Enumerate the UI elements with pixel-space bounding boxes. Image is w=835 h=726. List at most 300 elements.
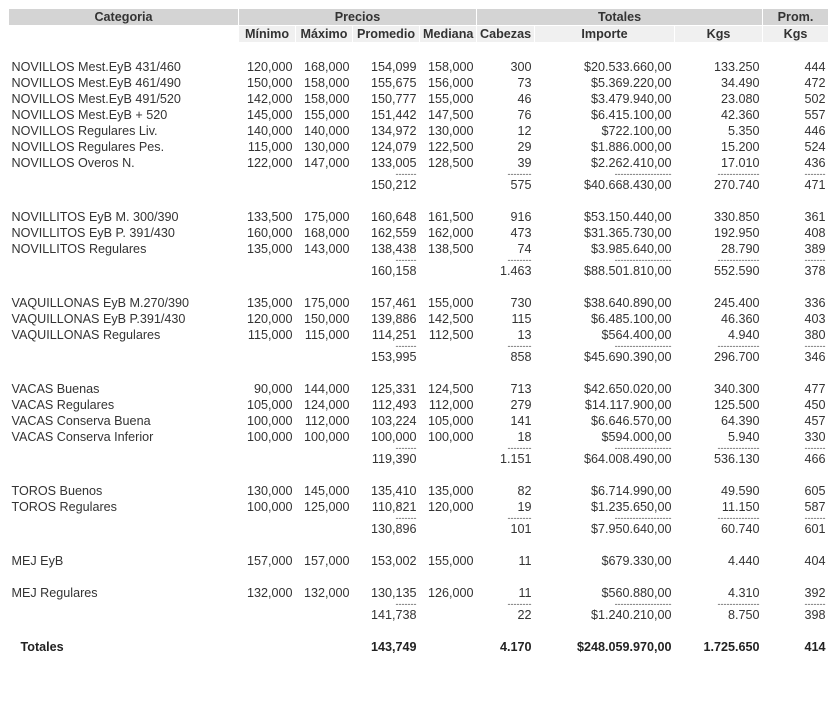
cabezas-cell: 11 <box>518 586 532 600</box>
category-cell: NOVILLOS Mest.EyB 461/490 <box>11 76 181 90</box>
maximo-cell: 130,000 <box>303 140 350 154</box>
blank-cell <box>420 451 477 467</box>
cabezas-subtotal: 1.463 <box>500 264 532 278</box>
separator-dashes: -------- <box>507 343 532 349</box>
separator-dashes: -------------- <box>717 171 760 177</box>
prom-kgs-cell: 444 <box>804 60 826 74</box>
minimo-cell: 100,000 <box>246 500 293 514</box>
subtotal-row <box>9 521 829 537</box>
cabezas-subtotal: 575 <box>510 178 532 192</box>
subtotal-row <box>9 607 829 623</box>
cabezas-cell: 12 <box>517 124 532 138</box>
category-cell: NOVILLOS Mest.EyB + 520 <box>11 108 168 122</box>
spacer-row <box>9 43 829 60</box>
separator-dashes: -------------- <box>717 445 760 451</box>
promedio-cell: 103,224 <box>370 414 417 428</box>
promedio-cell: 160,648 <box>370 210 417 224</box>
importe-cell: $20.533.660,00 <box>583 60 672 74</box>
mediana-cell: 130,000 <box>427 124 474 138</box>
kgs-cell: 330.850 <box>713 210 760 224</box>
cabezas-total: 4.170 <box>500 640 532 654</box>
prom-kgs-cell: 408 <box>804 226 826 240</box>
promedio-cell: 112,493 <box>371 398 417 412</box>
header-categoria: Categoria <box>9 9 239 26</box>
kgs-subtotal: 296.700 <box>713 350 760 364</box>
table-row <box>9 327 829 343</box>
kgs-cell: 17.010 <box>720 156 760 170</box>
cabezas-cell: 730 <box>510 296 532 310</box>
promedio-subtotal: 119,390 <box>371 452 417 466</box>
mediana-cell: 138,500 <box>427 242 474 256</box>
cabezas-cell: 19 <box>517 500 532 514</box>
maximo-cell: 175,000 <box>303 296 350 310</box>
maximo-cell: 100,000 <box>303 430 350 444</box>
separator-dashes: ------- <box>804 257 826 263</box>
minimo-cell: 115,000 <box>247 140 293 154</box>
importe-cell: $6.415.100,00 <box>590 108 672 122</box>
spacer-row <box>9 537 829 553</box>
prom-kgs-subtotal: 601 <box>804 522 826 536</box>
table-row <box>9 429 829 445</box>
table-row <box>9 225 829 241</box>
blank-cell <box>296 607 353 623</box>
cabezas-cell: 279 <box>510 398 532 412</box>
blank-cell <box>420 349 477 365</box>
blank-cell <box>239 639 296 655</box>
promedio-cell: 125,331 <box>370 382 417 396</box>
blank-cell <box>9 451 239 467</box>
promedio-cell: 162,559 <box>370 226 417 240</box>
header-importe: Importe <box>535 26 675 43</box>
minimo-cell: 130,000 <box>246 484 293 498</box>
promedio-cell: 150,777 <box>370 92 417 106</box>
importe-cell: $6.646.570,00 <box>590 414 672 428</box>
blank-cell <box>420 263 477 279</box>
prom-kgs-subtotal: 471 <box>804 178 826 192</box>
kgs-subtotal: 60.740 <box>720 522 760 536</box>
table-row <box>9 483 829 499</box>
mediana-cell: 112,500 <box>428 328 474 342</box>
maximo-cell: 158,000 <box>303 76 350 90</box>
kgs-cell: 4.310 <box>728 586 760 600</box>
prom-kgs-cell: 389 <box>804 242 826 256</box>
separator-dashes: -------- <box>507 445 532 451</box>
separator-dashes: -------------- <box>717 343 760 349</box>
maximo-cell: 168,000 <box>303 226 350 240</box>
cabezas-cell: 76 <box>517 108 532 122</box>
blank-cell <box>239 607 296 623</box>
mediana-cell: 128,500 <box>427 156 474 170</box>
kgs-subtotal: 552.590 <box>713 264 760 278</box>
mediana-cell: 147,500 <box>427 108 474 122</box>
importe-cell: $42.650.020,00 <box>583 382 672 396</box>
table-row <box>9 553 829 569</box>
separator-dashes: ------- <box>395 257 417 263</box>
promedio-cell: 155,675 <box>370 76 417 90</box>
kgs-cell: 4.940 <box>728 328 760 342</box>
spacer-row <box>9 623 829 639</box>
separator-dashes: ------- <box>395 343 417 349</box>
importe-cell: $38.640.890,00 <box>583 296 672 310</box>
spacer-cell <box>9 537 829 553</box>
cabezas-cell: 73 <box>517 76 532 90</box>
minimo-cell: 157,000 <box>246 554 293 568</box>
minimo-cell: 115,000 <box>247 328 293 342</box>
market-report <box>8 8 828 655</box>
maximo-cell: 145,000 <box>303 484 350 498</box>
prom-kgs-cell: 403 <box>804 312 826 326</box>
cabezas-cell: 74 <box>517 242 532 256</box>
cabezas-cell: 13 <box>517 328 532 342</box>
mediana-cell: 155,000 <box>427 554 474 568</box>
importe-cell: $3.479.940,00 <box>590 92 672 106</box>
prom-kgs-cell: 605 <box>804 484 826 498</box>
category-cell: VACAS Conserva Inferior <box>11 430 154 444</box>
kgs-subtotal: 270.740 <box>713 178 760 192</box>
category-cell: NOVILLOS Mest.EyB 491/520 <box>11 92 181 106</box>
prom-kgs-cell: 336 <box>804 296 826 310</box>
blank-cell <box>296 451 353 467</box>
prom-kgs-cell: 330 <box>804 430 826 444</box>
minimo-cell: 100,000 <box>246 430 293 444</box>
blank-cell <box>296 263 353 279</box>
minimo-cell: 90,000 <box>253 382 293 396</box>
separator-dashes: ------------------- <box>614 257 672 263</box>
importe-cell: $564.400,00 <box>601 328 672 342</box>
separator-dashes: ------- <box>804 171 826 177</box>
minimo-cell: 133,500 <box>246 210 293 224</box>
prom-kgs-subtotal: 398 <box>804 608 826 622</box>
table-row <box>9 381 829 397</box>
kgs-cell: 46.360 <box>720 312 760 326</box>
promedio-cell: 124,079 <box>370 140 417 154</box>
prom-kgs-cell: 524 <box>804 140 826 154</box>
separator-dashes: ------- <box>395 171 417 177</box>
table-row <box>9 91 829 107</box>
cabezas-cell: 82 <box>517 484 532 498</box>
minimo-cell: 160,000 <box>246 226 293 240</box>
header-prom-kgs: Kgs <box>763 26 829 43</box>
kgs-cell: 5.940 <box>728 430 760 444</box>
mediana-cell: 122,500 <box>427 140 474 154</box>
importe-cell: $3.985.640,00 <box>590 242 672 256</box>
spacer-cell <box>9 279 829 295</box>
separator-dashes: ------- <box>395 445 417 451</box>
separator-dashes: ------- <box>395 515 417 521</box>
spacer-row <box>9 279 829 295</box>
mediana-cell: 156,000 <box>427 76 474 90</box>
kgs-cell: 340.300 <box>713 382 760 396</box>
spacer-cell <box>9 623 829 639</box>
cabezas-cell: 11 <box>518 554 532 568</box>
spacer-cell <box>9 365 829 381</box>
promedio-cell: 151,442 <box>370 108 417 122</box>
separator-dashes: -------------- <box>717 601 760 607</box>
kgs-cell: 15.200 <box>720 140 760 154</box>
kgs-cell: 245.400 <box>713 296 760 310</box>
cabezas-cell: 115 <box>511 312 532 326</box>
blank-cell <box>239 349 296 365</box>
spacer-cell <box>9 193 829 209</box>
header-mediana: Mediana <box>420 26 477 43</box>
mediana-cell: 158,000 <box>427 60 474 74</box>
subtotal-row <box>9 451 829 467</box>
cabezas-cell: 473 <box>510 226 532 240</box>
maximo-cell: 155,000 <box>303 108 350 122</box>
blank-cell <box>296 639 353 655</box>
minimo-cell: 135,000 <box>246 296 293 310</box>
minimo-cell: 145,000 <box>246 108 293 122</box>
maximo-cell: 158,000 <box>303 92 350 106</box>
cattle-prices-table <box>8 8 829 655</box>
cabezas-cell: 29 <box>517 140 532 154</box>
maximo-cell: 124,000 <box>303 398 350 412</box>
importe-subtotal: $7.950.640,00 <box>590 522 672 536</box>
separator-dashes: -------------- <box>717 257 760 263</box>
kgs-cell: 42.360 <box>720 108 760 122</box>
table-row <box>9 241 829 257</box>
separator-dashes: ------------------- <box>614 171 672 177</box>
table-row <box>9 209 829 225</box>
separator-dashes: ------- <box>804 515 826 521</box>
blank-cell <box>9 177 239 193</box>
category-cell: VACAS Regulares <box>11 398 115 412</box>
mediana-cell: 100,000 <box>427 430 474 444</box>
kgs-subtotal: 536.130 <box>713 452 760 466</box>
maximo-cell: 112,000 <box>304 414 350 428</box>
totals-row <box>9 639 829 655</box>
blank-cell <box>296 177 353 193</box>
prom-kgs-cell: 446 <box>804 124 826 138</box>
importe-cell: $594.000,00 <box>601 430 672 444</box>
blank-cell <box>239 451 296 467</box>
spacer-row <box>9 569 829 585</box>
promedio-cell: 100,000 <box>370 430 417 444</box>
table-row <box>9 311 829 327</box>
blank-cell <box>296 521 353 537</box>
minimo-cell: 120,000 <box>246 312 293 326</box>
prom-kgs-subtotal: 466 <box>804 452 826 466</box>
minimo-cell: 135,000 <box>246 242 293 256</box>
importe-cell: $6.485.100,00 <box>590 312 672 326</box>
spacer-row <box>9 467 829 483</box>
mediana-cell: 105,000 <box>427 414 474 428</box>
table-row <box>9 413 829 429</box>
mediana-cell: 126,000 <box>427 586 474 600</box>
category-cell: NOVILLOS Regulares Liv. <box>11 124 158 138</box>
kgs-cell: 11.150 <box>721 500 760 514</box>
importe-cell: $1.235.650,00 <box>590 500 672 514</box>
prom-kgs-subtotal: 378 <box>804 264 826 278</box>
cabezas-cell: 141 <box>510 414 532 428</box>
totals-label: Totales <box>20 640 64 654</box>
mediana-cell: 155,000 <box>427 92 474 106</box>
kgs-cell: 49.590 <box>720 484 760 498</box>
cabezas-cell: 713 <box>510 382 532 396</box>
category-cell: MEJ EyB <box>11 554 64 568</box>
promedio-cell: 114,251 <box>371 328 417 342</box>
blank-cell <box>420 521 477 537</box>
maximo-cell: 147,000 <box>303 156 350 170</box>
importe-cell: $560.880,00 <box>601 586 672 600</box>
category-cell: VAQUILLONAS EyB P.391/430 <box>11 312 186 326</box>
mediana-cell: 124,500 <box>427 382 474 396</box>
category-cell: NOVILLOS Overos N. <box>11 156 135 170</box>
spacer-cell <box>9 43 829 60</box>
mediana-cell: 142,500 <box>427 312 474 326</box>
cabezas-subtotal: 1.151 <box>500 452 532 466</box>
kgs-cell: 34.490 <box>720 76 760 90</box>
kgs-cell: 64.390 <box>720 414 760 428</box>
separator-dashes: ------------------- <box>614 515 672 521</box>
separator-dashes: ------------------- <box>614 601 672 607</box>
kgs-total: 1.725.650 <box>703 640 760 654</box>
table-row <box>9 585 829 601</box>
table-row <box>9 295 829 311</box>
category-cell: VAQUILLONAS Regulares <box>11 328 161 342</box>
cabezas-subtotal: 22 <box>517 608 532 622</box>
table-row <box>9 397 829 413</box>
mediana-cell: 161,500 <box>427 210 474 224</box>
header-totales: Totales <box>477 9 763 26</box>
prom-kgs-cell: 557 <box>804 108 826 122</box>
kgs-cell: 125.500 <box>713 398 760 412</box>
subtotal-row <box>9 177 829 193</box>
importe-cell: $14.117.900,00 <box>584 398 672 412</box>
promedio-cell: 138,438 <box>370 242 417 256</box>
minimo-cell: 105,000 <box>246 398 293 412</box>
spacer-cell <box>9 569 829 585</box>
importe-subtotal: $88.501.810,00 <box>583 264 672 278</box>
header-precios: Precios <box>239 9 477 26</box>
kgs-subtotal: 8.750 <box>728 608 760 622</box>
table-row <box>9 59 829 75</box>
header-minimo: Mínimo <box>239 26 296 43</box>
importe-total: $248.059.970,00 <box>576 640 672 654</box>
promedio-cell: 153,002 <box>370 554 417 568</box>
importe-subtotal: $45.690.390,00 <box>583 350 672 364</box>
separator-dashes: -------------- <box>717 515 760 521</box>
cabezas-cell: 39 <box>517 156 532 170</box>
blank-cell <box>296 349 353 365</box>
importe-cell: $53.150.440,00 <box>583 210 672 224</box>
spacer-row <box>9 365 829 381</box>
header-kgs: Kgs <box>675 26 763 43</box>
prom-kgs-cell: 450 <box>804 398 826 412</box>
importe-cell: $5.369.220,00 <box>590 76 672 90</box>
category-cell: VACAS Buenas <box>11 382 100 396</box>
prom-kgs-total: 414 <box>804 640 826 654</box>
mediana-cell: 120,000 <box>427 500 474 514</box>
spacer-row <box>9 193 829 209</box>
blank-cell <box>239 521 296 537</box>
blank-cell <box>420 639 477 655</box>
promedio-subtotal: 153,995 <box>370 350 417 364</box>
importe-cell: $722.100,00 <box>601 124 672 138</box>
importe-cell: $6.714.990,00 <box>590 484 672 498</box>
prom-kgs-cell: 436 <box>804 156 826 170</box>
promedio-cell: 134,972 <box>370 124 417 138</box>
category-cell: VAQUILLONAS EyB M.270/390 <box>11 296 190 310</box>
category-cell: NOVILLOS Mest.EyB 431/460 <box>11 60 181 74</box>
minimo-cell: 120,000 <box>246 60 293 74</box>
minimo-cell: 142,000 <box>246 92 293 106</box>
promedio-cell: 130,135 <box>370 586 417 600</box>
table-row <box>9 75 829 91</box>
importe-cell: $2.262.410,00 <box>590 156 672 170</box>
kgs-cell: 133.250 <box>713 60 760 74</box>
separator-dashes: ------------------- <box>614 343 672 349</box>
importe-subtotal: $1.240.210,00 <box>590 608 672 622</box>
minimo-cell: 140,000 <box>246 124 293 138</box>
separator-dashes: ------- <box>395 601 417 607</box>
minimo-cell: 100,000 <box>246 414 293 428</box>
promedio-subtotal: 130,896 <box>370 522 417 536</box>
cabezas-subtotal: 101 <box>510 522 532 536</box>
separator-dashes: -------- <box>507 601 532 607</box>
prom-kgs-cell: 457 <box>804 414 826 428</box>
table-row <box>9 107 829 123</box>
cabezas-cell: 916 <box>510 210 532 224</box>
promedio-cell: 157,461 <box>370 296 417 310</box>
promedio-subtotal: 150,212 <box>370 178 417 192</box>
importe-subtotal: $40.668.430,00 <box>583 178 672 192</box>
importe-cell: $1.886.000,00 <box>590 140 672 154</box>
table-row <box>9 123 829 139</box>
maximo-cell: 125,000 <box>303 500 350 514</box>
maximo-cell: 144,000 <box>303 382 350 396</box>
maximo-cell: 140,000 <box>303 124 350 138</box>
promedio-subtotal: 141,738 <box>370 608 417 622</box>
blank-cell <box>420 607 477 623</box>
header-prom: Prom. <box>763 9 829 26</box>
separator-dashes: -------- <box>507 171 532 177</box>
mediana-cell: 162,000 <box>427 226 474 240</box>
maximo-cell: 132,000 <box>303 586 350 600</box>
cabezas-cell: 18 <box>517 430 532 444</box>
blank-cell <box>239 263 296 279</box>
maximo-cell: 175,000 <box>303 210 350 224</box>
prom-kgs-cell: 392 <box>804 586 826 600</box>
table-row <box>9 139 829 155</box>
maximo-cell: 143,000 <box>303 242 350 256</box>
separator-dashes: ------- <box>804 445 826 451</box>
minimo-cell: 132,000 <box>246 586 293 600</box>
category-cell: VACAS Conserva Buena <box>11 414 151 428</box>
category-cell: TOROS Buenos <box>11 484 103 498</box>
separator-dashes: ------- <box>804 601 826 607</box>
cabezas-cell: 300 <box>510 60 532 74</box>
prom-kgs-cell: 472 <box>804 76 826 90</box>
prom-kgs-cell: 477 <box>804 382 826 396</box>
promedio-cell: 133,005 <box>370 156 417 170</box>
separator-dashes: -------- <box>507 515 532 521</box>
blank-cell <box>420 177 477 193</box>
kgs-cell: 5.350 <box>728 124 760 138</box>
category-cell: NOVILLITOS EyB P. 391/430 <box>11 226 175 240</box>
kgs-cell: 4.440 <box>728 554 760 568</box>
maximo-cell: 168,000 <box>303 60 350 74</box>
blank-cell <box>9 263 239 279</box>
promedio-subtotal: 160,158 <box>370 264 417 278</box>
spacer-cell <box>9 467 829 483</box>
blank-cell <box>239 177 296 193</box>
header-promedio: Promedio <box>353 26 420 43</box>
table-row <box>9 499 829 515</box>
header-cabezas: Cabezas <box>477 26 535 43</box>
maximo-cell: 157,000 <box>303 554 350 568</box>
importe-subtotal: $64.008.490,00 <box>583 452 672 466</box>
